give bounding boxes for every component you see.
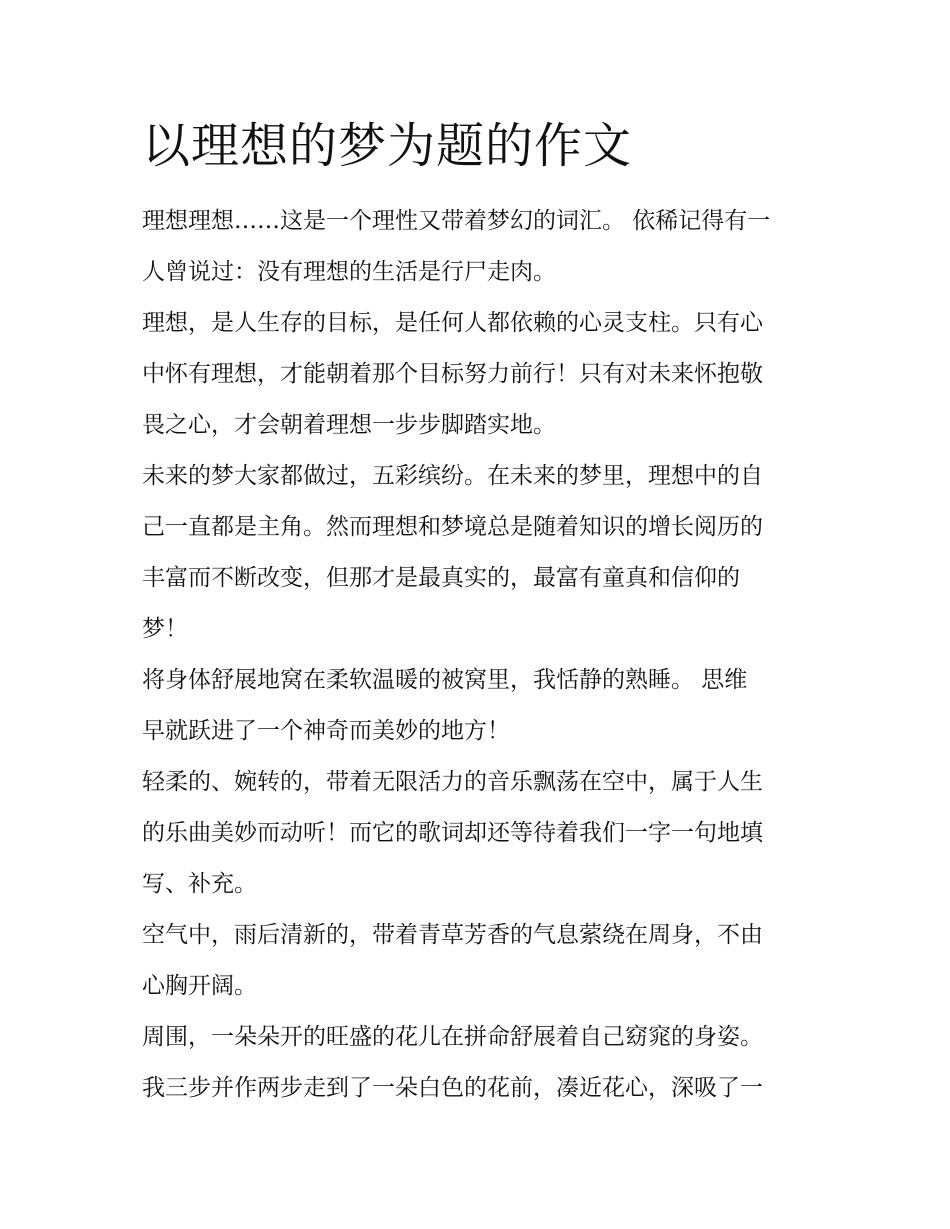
text-line: 我三步并作两步走到了一朵白色的花前，凑近花心，深吸了一 [142, 1075, 763, 1101]
text-line: 早就跃进了一个神奇而美妙的地方！ [142, 718, 510, 744]
text-line: 未来的梦大家都做过，五彩缤纷。在未来的梦里，理想中的自 [142, 463, 763, 489]
text-line: 畏之心，才会朝着理想一步步脚踏实地。 [142, 412, 556, 438]
text-line: 己一直都是主角。然而理想和梦境总是随着知识的增长阅历的 [142, 514, 763, 540]
text-line: 将身体舒展地窝在柔软温暖的被窝里，我恬静的熟睡。 思维 [142, 667, 748, 693]
text-line: 理想理想……这是一个理性又带着梦幻的词汇。 依稀记得有一 [142, 208, 771, 234]
text-line: 丰富而不断改变，但那才是最真实的，最富有童真和信仰的 [142, 565, 740, 591]
text-line: 的乐曲美妙而动听！而它的歌词却还等待着我们一字一句地填 [142, 820, 763, 846]
text-line: 写、补充。 [142, 871, 257, 897]
text-line: 周围，一朵朵开的旺盛的花儿在拼命舒展着自己窈窕的身姿。 [142, 1024, 763, 1050]
document-title: 以理想的梦为题的作文 [142, 118, 633, 174]
text-line: 心胸开阔。 [142, 973, 257, 999]
text-line: 轻柔的、婉转的，带着无限活力的音乐飘荡在空中，属于人生 [142, 769, 763, 795]
text-line: 中怀有理想，才能朝着那个目标努力前行！只有对未来怀抱敬 [142, 361, 763, 387]
text-line: 人曾说过：没有理想的生活是行尸走肉。 [142, 259, 556, 285]
text-line: 空气中，雨后清新的，带着青草芳香的气息萦绕在周身，不由 [142, 922, 763, 948]
text-line: 理想，是人生存的目标，是任何人都依赖的心灵支柱。只有心 [142, 310, 763, 336]
document-body [142, 196, 822, 1114]
text-line: 梦！ [142, 616, 188, 642]
